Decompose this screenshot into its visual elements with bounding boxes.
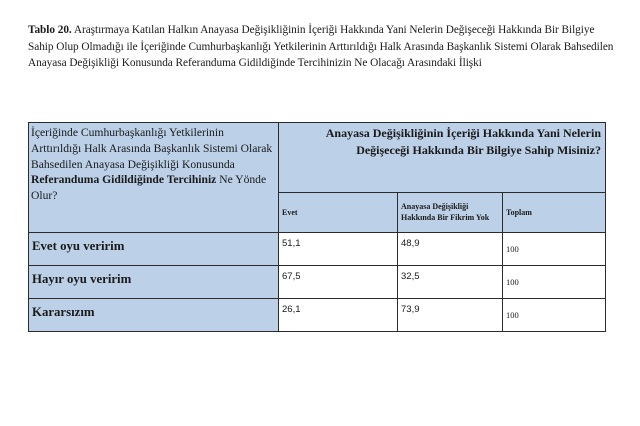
- column-header-evet: Evet: [279, 192, 398, 232]
- column-header-fikrim-yok: Anayasa Değişikliği Hakkında Bir Fikrim Yok: [398, 192, 503, 232]
- table-row: [29, 299, 606, 332]
- row-question-header: İçeriğinde Cumhurbaşkanlığı Yetkilerinin Arttırıldığı Halk Arasında Başkanlık Sistemi Olarak Bahsedilen Anayasa Değişikliği Konusunda Referanduma Gidildiğinde Tercihiniz Ne Yönde Olur?: [31, 126, 273, 203]
- table-cell: 32,5: [398, 266, 503, 299]
- table-cell: 67,5: [279, 266, 398, 299]
- table-row: [29, 233, 606, 266]
- crosstab-table: [28, 122, 606, 332]
- table-header-row: [29, 123, 606, 193]
- table-cell: 100: [503, 299, 606, 332]
- row-label-kararsizim: Kararsızım: [29, 299, 279, 332]
- column-header-toplam: Toplam: [503, 192, 606, 232]
- table-row: [29, 266, 606, 299]
- caption-label: Tablo 20.: [28, 24, 72, 36]
- table-cell: 48,9: [398, 233, 503, 266]
- table-cell: 51,1: [279, 233, 398, 266]
- row-label-hayir-oyu: Hayır oyu veririm: [29, 266, 279, 299]
- table-cell: 100: [503, 266, 606, 299]
- table-cell: 73,9: [398, 299, 503, 332]
- caption-text: Araştırmaya Katılan Halkın Anayasa Değişikliğinin İçeriği Hakkında Yani Nelerin Değişeceği Hakkında Bir Bilgiye Sahip Olup Olmadığı ile İçeriğinde Cumhurbaşkanlığı Yetkilerinin Arttırıldığı Halk Arasında Başkanlık Sistemi Olarak Bahsedilen Anayasa Değişikliği Konusunda Referanduma Gidildiğinde Tercihinizin Ne Olacağı Arasındaki İlişki: [28, 24, 614, 69]
- table-cell: 100: [503, 233, 606, 266]
- row-label-evet-oyu: Evet oyu veririm: [29, 233, 279, 266]
- table-caption: [28, 22, 614, 72]
- corner-cell: [29, 123, 279, 233]
- table-cell: 26,1: [279, 299, 398, 332]
- column-question-header: Anayasa Değişikliğinin İçeriği Hakkında Yani Nelerin Değişeceği Hakkında Bir Bilgiye Sahip Misiniz?: [279, 123, 606, 193]
